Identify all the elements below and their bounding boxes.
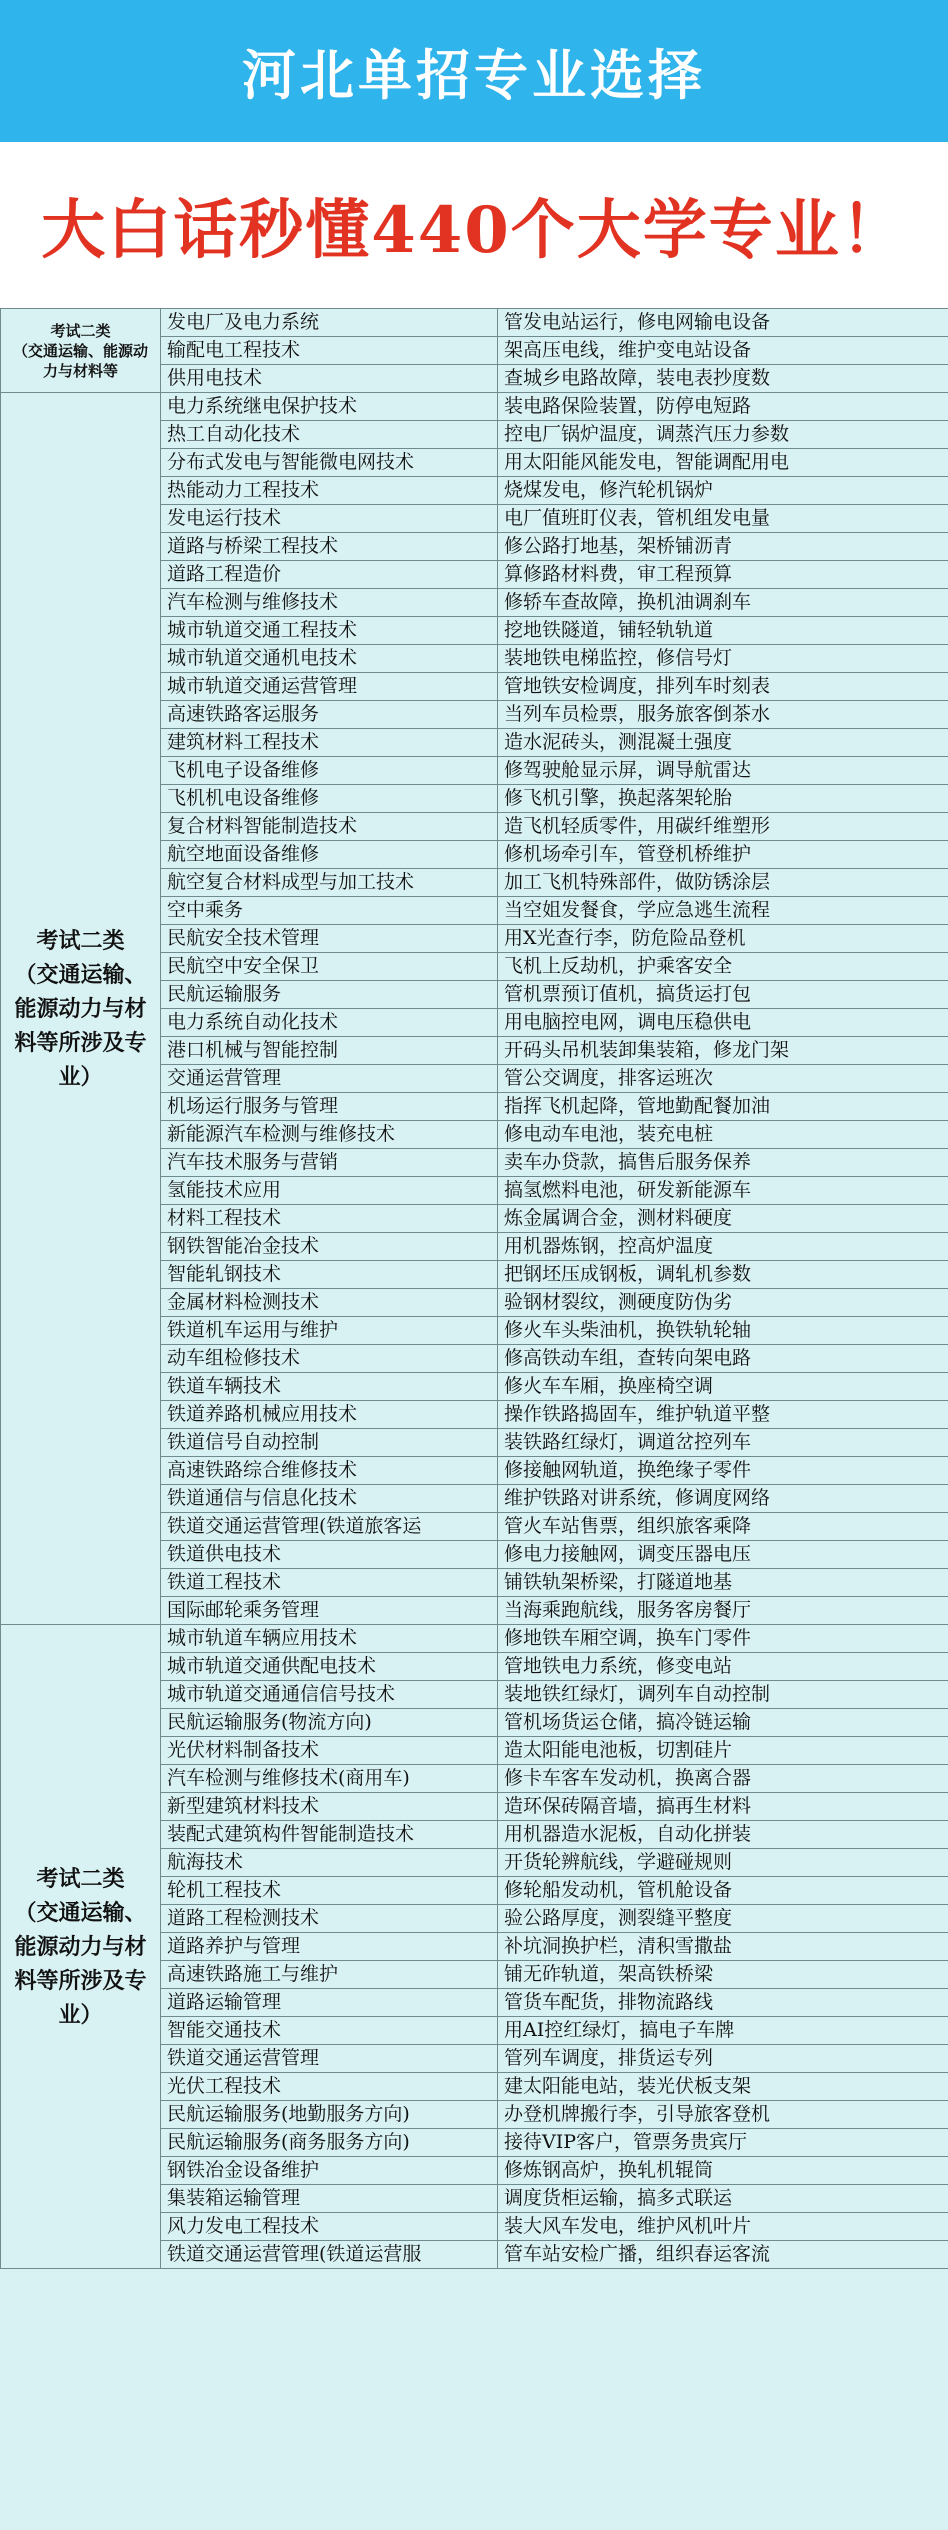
major-name-cell: 铁道工程技术 bbox=[161, 1569, 498, 1597]
major-description-cell: 装铁路红绿灯，调道岔控列车 bbox=[498, 1429, 948, 1457]
major-name-cell: 新能源汽车检测与维修技术 bbox=[161, 1121, 498, 1149]
major-name-cell: 热工自动化技术 bbox=[161, 421, 498, 449]
major-description-cell: 开码头吊机装卸集装箱，修龙门架 bbox=[498, 1037, 948, 1065]
major-description-cell: 当空姐发餐食，学应急逃生流程 bbox=[498, 897, 948, 925]
major-name-cell: 道路工程造价 bbox=[161, 561, 498, 589]
major-description-cell: 修高铁动车组，查转向架电路 bbox=[498, 1345, 948, 1373]
major-description-cell: 修飞机引擎，换起落架轮胎 bbox=[498, 785, 948, 813]
major-description-cell: 管公交调度，排客运班次 bbox=[498, 1065, 948, 1093]
major-description-cell: 挖地铁隧道，铺轻轨轨道 bbox=[498, 617, 948, 645]
subtitle-banner bbox=[0, 142, 948, 308]
major-name-cell: 光伏材料制备技术 bbox=[161, 1737, 498, 1765]
major-name-cell: 航空复合材料成型与加工技术 bbox=[161, 869, 498, 897]
major-name-cell: 钢铁冶金设备维护 bbox=[161, 2157, 498, 2185]
major-name-cell: 道路运输管理 bbox=[161, 1989, 498, 2017]
major-name-cell: 高速铁路客运服务 bbox=[161, 701, 498, 729]
category-subtitle: （交通运输、能源动力与材料等所涉及专业） bbox=[14, 1899, 147, 2028]
major-name-cell: 民航空中安全保卫 bbox=[161, 953, 498, 981]
major-description-cell: 搞氢燃料电池，研发新能源车 bbox=[498, 1177, 948, 1205]
major-name-cell: 民航安全技术管理 bbox=[161, 925, 498, 953]
major-name-cell: 材料工程技术 bbox=[161, 1205, 498, 1233]
major-name-cell: 发电厂及电力系统 bbox=[161, 309, 498, 337]
major-name-cell: 汽车检测与维修技术(商用车) bbox=[161, 1765, 498, 1793]
major-name-cell: 民航运输服务 bbox=[161, 981, 498, 1009]
header-subtitle: 大白话秒懂440个大学专业！ bbox=[41, 193, 907, 268]
major-description-cell: 用机器造水泥板，自动化拼装 bbox=[498, 1821, 948, 1849]
major-description-cell: 管地铁安检调度，排列车时刻表 bbox=[498, 673, 948, 701]
major-description-cell: 开货轮辨航线，学避碰规则 bbox=[498, 1849, 948, 1877]
major-name-cell: 国际邮轮乘务管理 bbox=[161, 1597, 498, 1625]
table-row bbox=[1, 309, 948, 337]
major-description-cell: 加工飞机特殊部件，做防锈涂层 bbox=[498, 869, 948, 897]
major-name-cell: 铁道交通运营管理(铁道旅客运 bbox=[161, 1513, 498, 1541]
category-title: 考试二类 bbox=[36, 1865, 125, 1892]
major-name-cell: 输配电工程技术 bbox=[161, 337, 498, 365]
major-description-cell: 铺无砟轨道，架高铁桥梁 bbox=[498, 1961, 948, 1989]
major-name-cell: 城市轨道车辆应用技术 bbox=[161, 1625, 498, 1653]
major-name-cell: 金属材料检测技术 bbox=[161, 1289, 498, 1317]
major-name-cell: 新型建筑材料技术 bbox=[161, 1793, 498, 1821]
major-description-cell: 修公路打地基，架桥铺沥青 bbox=[498, 533, 948, 561]
major-name-cell: 建筑材料工程技术 bbox=[161, 729, 498, 757]
top-banner bbox=[0, 0, 948, 142]
major-description-cell: 把钢坯压成钢板，调轧机参数 bbox=[498, 1261, 948, 1289]
major-name-cell: 供用电技术 bbox=[161, 365, 498, 393]
major-name-cell: 民航运输服务(商务服务方向) bbox=[161, 2129, 498, 2157]
major-name-cell: 铁道信号自动控制 bbox=[161, 1429, 498, 1457]
major-name-cell: 汽车检测与维修技术 bbox=[161, 589, 498, 617]
major-description-cell: 修轿车查故障，换机油调刹车 bbox=[498, 589, 948, 617]
major-description-cell: 修电动车电池，装充电桩 bbox=[498, 1121, 948, 1149]
major-name-cell: 智能轧钢技术 bbox=[161, 1261, 498, 1289]
major-name-cell: 发电运行技术 bbox=[161, 505, 498, 533]
major-name-cell: 铁道供电技术 bbox=[161, 1541, 498, 1569]
major-description-cell: 炼金属调合金，测材料硬度 bbox=[498, 1205, 948, 1233]
major-description-cell: 管发电站运行，修电网输电设备 bbox=[498, 309, 948, 337]
category-subtitle: （交通运输、能源动力与材料等 bbox=[12, 341, 148, 380]
table-row bbox=[1, 1625, 948, 1653]
major-description-cell: 修炼钢高炉，换轧机辊筒 bbox=[498, 2157, 948, 2185]
major-name-cell: 智能交通技术 bbox=[161, 2017, 498, 2045]
majors-table-container bbox=[0, 308, 948, 2530]
major-name-cell: 铁道通信与信息化技术 bbox=[161, 1485, 498, 1513]
major-description-cell: 架高压电线，维护变电站设备 bbox=[498, 337, 948, 365]
major-description-cell: 装地铁红绿灯，调列车自动控制 bbox=[498, 1681, 948, 1709]
major-description-cell: 维护铁路对讲系统，修调度网络 bbox=[498, 1485, 948, 1513]
major-description-cell: 修驾驶舱显示屏，调导航雷达 bbox=[498, 757, 948, 785]
major-description-cell: 修火车车厢，换座椅空调 bbox=[498, 1373, 948, 1401]
major-description-cell: 造水泥砖头，测混凝土强度 bbox=[498, 729, 948, 757]
major-description-cell: 铺铁轨架桥梁，打隧道地基 bbox=[498, 1569, 948, 1597]
major-name-cell: 铁道交通运营管理 bbox=[161, 2045, 498, 2073]
major-description-cell: 调度货柜运输，搞多式联运 bbox=[498, 2185, 948, 2213]
major-description-cell: 建太阳能电站，装光伏板支架 bbox=[498, 2073, 948, 2101]
major-name-cell: 汽车技术服务与营销 bbox=[161, 1149, 498, 1177]
major-name-cell: 动车组检修技术 bbox=[161, 1345, 498, 1373]
major-name-cell: 风力发电工程技术 bbox=[161, 2213, 498, 2241]
major-description-cell: 当海乘跑航线，服务客房餐厅 bbox=[498, 1597, 948, 1625]
major-name-cell: 机场运行服务与管理 bbox=[161, 1093, 498, 1121]
major-name-cell: 光伏工程技术 bbox=[161, 2073, 498, 2101]
major-description-cell: 验公路厚度，测裂缝平整度 bbox=[498, 1905, 948, 1933]
major-description-cell: 用AI控红绿灯，搞电子车牌 bbox=[498, 2017, 948, 2045]
major-name-cell: 民航运输服务(物流方向) bbox=[161, 1709, 498, 1737]
major-description-cell: 用机器炼钢，控高炉温度 bbox=[498, 1233, 948, 1261]
major-description-cell: 用X光查行李，防危险品登机 bbox=[498, 925, 948, 953]
major-description-cell: 装地铁电梯监控，修信号灯 bbox=[498, 645, 948, 673]
major-description-cell: 接待VIP客户，管票务贵宾厅 bbox=[498, 2129, 948, 2157]
major-name-cell: 装配式建筑构件智能制造技术 bbox=[161, 1821, 498, 1849]
major-name-cell: 铁道养路机械应用技术 bbox=[161, 1401, 498, 1429]
major-description-cell: 当列车员检票，服务旅客倒茶水 bbox=[498, 701, 948, 729]
major-description-cell: 造飞机轻质零件，用碳纤维塑形 bbox=[498, 813, 948, 841]
major-name-cell: 飞机机电设备维修 bbox=[161, 785, 498, 813]
major-description-cell: 烧煤发电，修汽轮机锅炉 bbox=[498, 477, 948, 505]
category-title: 考试二类 bbox=[50, 321, 111, 340]
major-description-cell: 修接触网轨道，换绝缘子零件 bbox=[498, 1457, 948, 1485]
major-description-cell: 装大风车发电，维护风机叶片 bbox=[498, 2213, 948, 2241]
major-name-cell: 铁道机车运用与维护 bbox=[161, 1317, 498, 1345]
category-cell bbox=[1, 393, 161, 1625]
major-name-cell: 铁道车辆技术 bbox=[161, 1373, 498, 1401]
major-name-cell: 道路养护与管理 bbox=[161, 1933, 498, 1961]
major-description-cell: 操作铁路捣固车，维护轨道平整 bbox=[498, 1401, 948, 1429]
major-description-cell: 修轮船发动机，管机舱设备 bbox=[498, 1877, 948, 1905]
major-name-cell: 港口机械与智能控制 bbox=[161, 1037, 498, 1065]
major-name-cell: 道路工程检测技术 bbox=[161, 1905, 498, 1933]
major-name-cell: 城市轨道交通运营管理 bbox=[161, 673, 498, 701]
major-name-cell: 集装箱运输管理 bbox=[161, 2185, 498, 2213]
major-name-cell: 高速铁路施工与维护 bbox=[161, 1961, 498, 1989]
major-name-cell: 分布式发电与智能微电网技术 bbox=[161, 449, 498, 477]
major-name-cell: 氢能技术应用 bbox=[161, 1177, 498, 1205]
major-description-cell: 控电厂锅炉温度，调蒸汽压力参数 bbox=[498, 421, 948, 449]
major-description-cell: 指挥飞机起降，管地勤配餐加油 bbox=[498, 1093, 948, 1121]
major-description-cell: 造太阳能电池板，切割硅片 bbox=[498, 1737, 948, 1765]
major-name-cell: 高速铁路综合维修技术 bbox=[161, 1457, 498, 1485]
major-description-cell: 验钢材裂纹，测硬度防伪劣 bbox=[498, 1289, 948, 1317]
major-name-cell: 空中乘务 bbox=[161, 897, 498, 925]
major-name-cell: 热能动力工程技术 bbox=[161, 477, 498, 505]
major-description-cell: 办登机牌搬行李，引导旅客登机 bbox=[498, 2101, 948, 2129]
header-title: 河北单招专业选择 bbox=[242, 43, 706, 107]
major-description-cell: 修地铁车厢空调，换车门零件 bbox=[498, 1625, 948, 1653]
major-name-cell: 城市轨道交通机电技术 bbox=[161, 645, 498, 673]
category-cell bbox=[1, 1625, 161, 2269]
major-name-cell: 电力系统继电保护技术 bbox=[161, 393, 498, 421]
major-description-cell: 飞机上反劫机，护乘客安全 bbox=[498, 953, 948, 981]
category-cell bbox=[1, 309, 161, 393]
major-description-cell: 修电力接触网，调变压器电压 bbox=[498, 1541, 948, 1569]
major-name-cell: 钢铁智能冶金技术 bbox=[161, 1233, 498, 1261]
major-description-cell: 造环保砖隔音墙，搞再生材料 bbox=[498, 1793, 948, 1821]
major-name-cell: 道路与桥梁工程技术 bbox=[161, 533, 498, 561]
table-row bbox=[1, 393, 948, 421]
major-name-cell: 交通运营管理 bbox=[161, 1065, 498, 1093]
major-name-cell: 航海技术 bbox=[161, 1849, 498, 1877]
major-name-cell: 民航运输服务(地勤服务方向) bbox=[161, 2101, 498, 2129]
majors-table-body bbox=[1, 309, 948, 2269]
major-name-cell: 轮机工程技术 bbox=[161, 1877, 498, 1905]
major-description-cell: 管列车调度，排货运专列 bbox=[498, 2045, 948, 2073]
major-description-cell: 管火车站售票，组织旅客乘降 bbox=[498, 1513, 948, 1541]
category-title: 考试二类 bbox=[36, 927, 125, 954]
major-description-cell: 查城乡电路故障，装电表抄度数 bbox=[498, 365, 948, 393]
category-subtitle: （交通运输、能源动力与材料等所涉及专业） bbox=[14, 961, 147, 1090]
major-name-cell: 电力系统自动化技术 bbox=[161, 1009, 498, 1037]
major-name-cell: 铁道交通运营管理(铁道运营服 bbox=[161, 2241, 498, 2269]
major-description-cell: 算修路材料费，审工程预算 bbox=[498, 561, 948, 589]
major-name-cell: 飞机电子设备维修 bbox=[161, 757, 498, 785]
major-description-cell: 用电脑控电网，调电压稳供电 bbox=[498, 1009, 948, 1037]
major-name-cell: 航空地面设备维修 bbox=[161, 841, 498, 869]
major-description-cell: 补坑洞换护栏，清积雪撒盐 bbox=[498, 1933, 948, 1961]
major-description-cell: 装电路保险装置，防停电短路 bbox=[498, 393, 948, 421]
major-description-cell: 修卡车客车发动机，换离合器 bbox=[498, 1765, 948, 1793]
major-name-cell: 城市轨道交通供配电技术 bbox=[161, 1653, 498, 1681]
major-description-cell: 管机场货运仓储，搞冷链运输 bbox=[498, 1709, 948, 1737]
major-name-cell: 复合材料智能制造技术 bbox=[161, 813, 498, 841]
major-description-cell: 修火车头柴油机，换铁轨轮轴 bbox=[498, 1317, 948, 1345]
major-name-cell: 城市轨道交通工程技术 bbox=[161, 617, 498, 645]
majors-table bbox=[0, 308, 948, 2269]
major-name-cell: 城市轨道交通通信信号技术 bbox=[161, 1681, 498, 1709]
major-description-cell: 管地铁电力系统，修变电站 bbox=[498, 1653, 948, 1681]
major-description-cell: 用太阳能风能发电，智能调配用电 bbox=[498, 449, 948, 477]
major-description-cell: 卖车办贷款，搞售后服务保养 bbox=[498, 1149, 948, 1177]
major-description-cell: 修机场牵引车，管登机桥维护 bbox=[498, 841, 948, 869]
major-description-cell: 管车站安检广播，组织春运客流 bbox=[498, 2241, 948, 2269]
major-description-cell: 管机票预订值机，搞货运打包 bbox=[498, 981, 948, 1009]
major-description-cell: 管货车配货，排物流路线 bbox=[498, 1989, 948, 2017]
major-description-cell: 电厂值班盯仪表，管机组发电量 bbox=[498, 505, 948, 533]
